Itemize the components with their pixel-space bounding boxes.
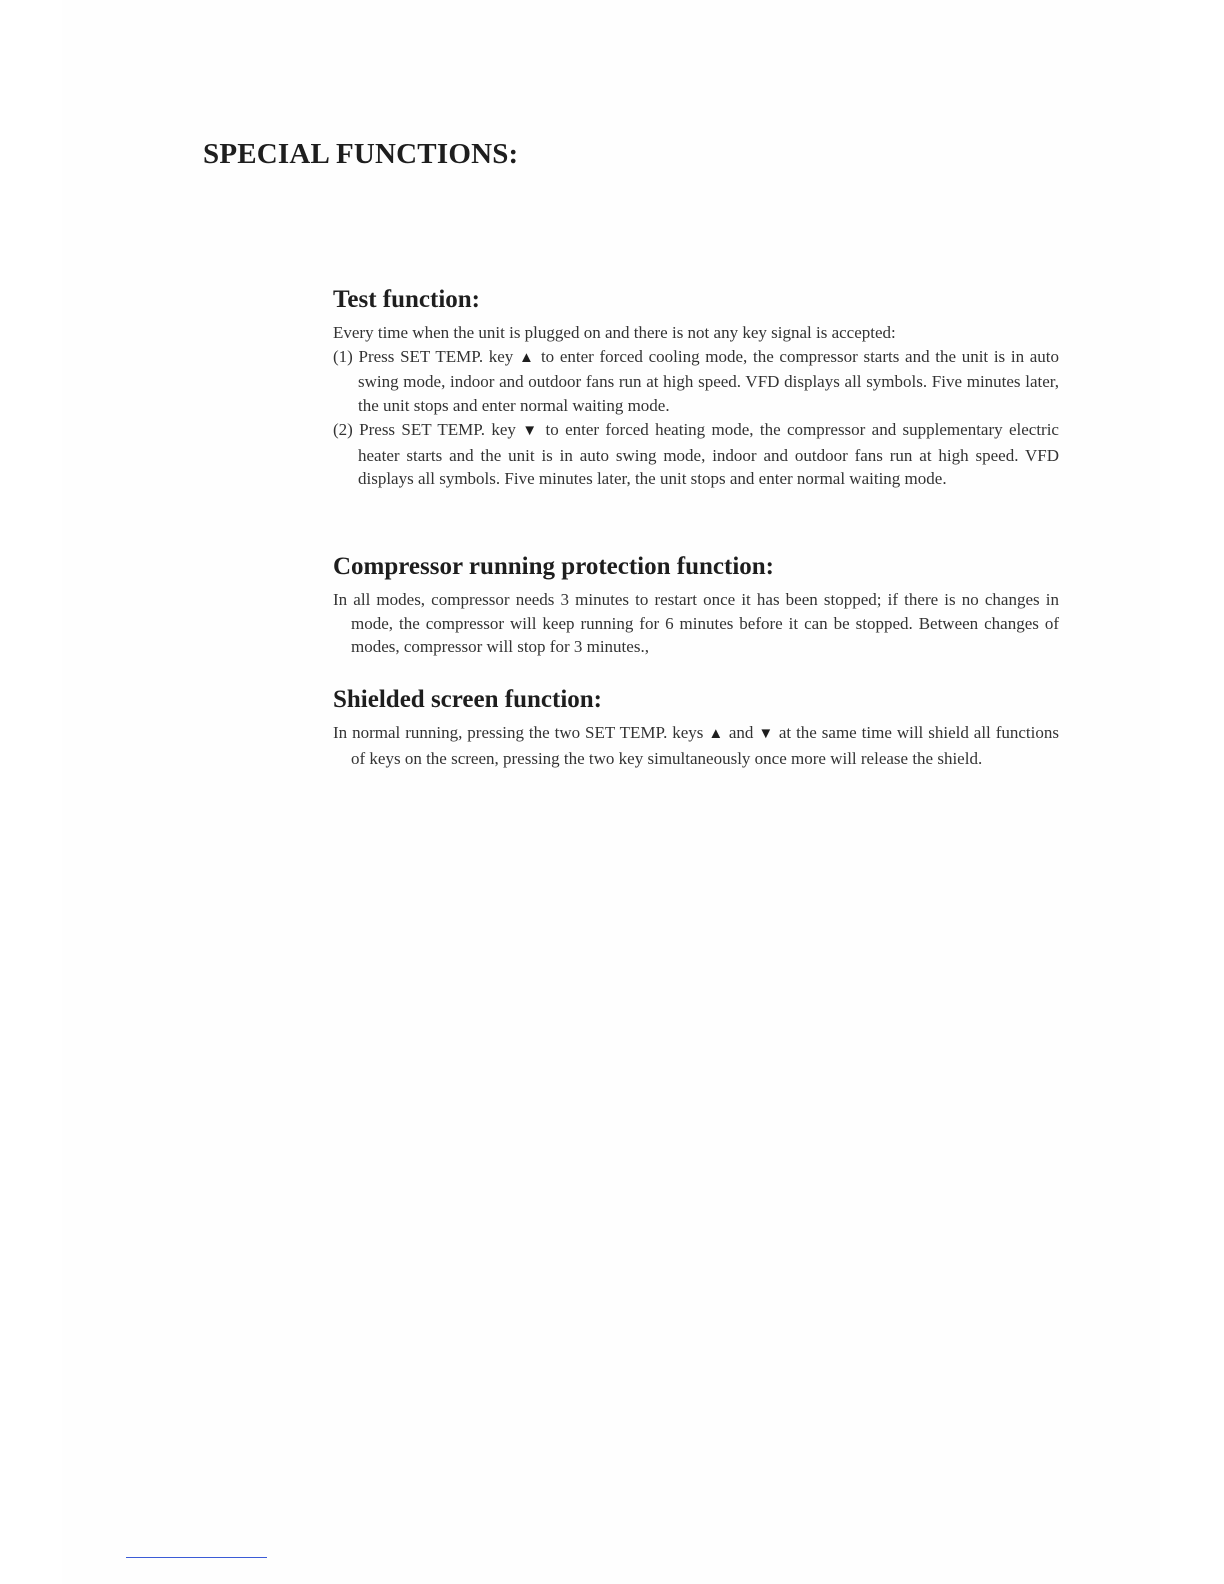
page-margin-left bbox=[0, 0, 62, 1584]
shielded-screen-text bbox=[333, 721, 1059, 770]
test-function-intro: Every time when the unit is plugged on and there is not any key signal is accepted: bbox=[333, 323, 896, 342]
shielded-screen-text-start: In normal running, pressing the two SET TEMP. keys bbox=[333, 723, 709, 742]
item-1-prefix-text: (1) Press SET TEMP. key bbox=[333, 346, 514, 366]
shielded-screen-heading: Shielded screen function: bbox=[333, 686, 602, 713]
test-function-item-1 bbox=[333, 345, 1059, 418]
page-title: SPECIAL FUNCTIONS: bbox=[203, 138, 519, 170]
shielded-screen-text-and: and bbox=[723, 723, 754, 742]
compressor-protection-heading: Compressor running protection function: bbox=[333, 553, 775, 580]
test-function-item-2 bbox=[333, 418, 1059, 491]
up-arrow-icon: ▲ bbox=[708, 726, 724, 742]
item-2-body-text: to enter forced heating mode, the compressor and supplementary electric heater starts and the unit is in auto swing mode, indoor and outdoor fans run at high speed. VFD displays all symbols. Five minutes later, the unit stops and enter normal waiting mode. bbox=[358, 419, 1059, 489]
shielded-screen-text-end: at the same time will shield all functions of keys on the screen, pressing the two key simultaneously once more will release the shield. bbox=[351, 723, 1059, 768]
footer-rule bbox=[126, 1557, 267, 1558]
page-margin-right bbox=[1160, 0, 1224, 1584]
up-arrow-icon: ▲ bbox=[518, 349, 536, 366]
compressor-protection-text: In all modes, compressor needs 3 minutes to restart once it has been stopped; if there is no changes in mode, the compressor will keep running for 6 minutes before it can be stopped. Between changes of modes, compressor will stop for 3 minutes., bbox=[333, 590, 1059, 657]
compressor-protection-section bbox=[333, 551, 1059, 659]
item-1-body-text: to enter forced cooling mode, the compressor starts and the unit is in auto swing mode, indoor and outdoor fans run at high speed. VFD displays all symbols. Five minutes later, the unit stops and enter normal waiting mode. bbox=[358, 346, 1060, 416]
down-arrow-icon: ▼ bbox=[758, 726, 774, 742]
test-function-section bbox=[333, 284, 1059, 491]
shielded-screen-section bbox=[333, 684, 1059, 770]
item-2-prefix-text: (2) Press SET TEMP. key bbox=[333, 419, 523, 439]
down-arrow-icon: ▼ bbox=[522, 422, 540, 439]
test-function-heading: Test function: bbox=[333, 286, 481, 313]
